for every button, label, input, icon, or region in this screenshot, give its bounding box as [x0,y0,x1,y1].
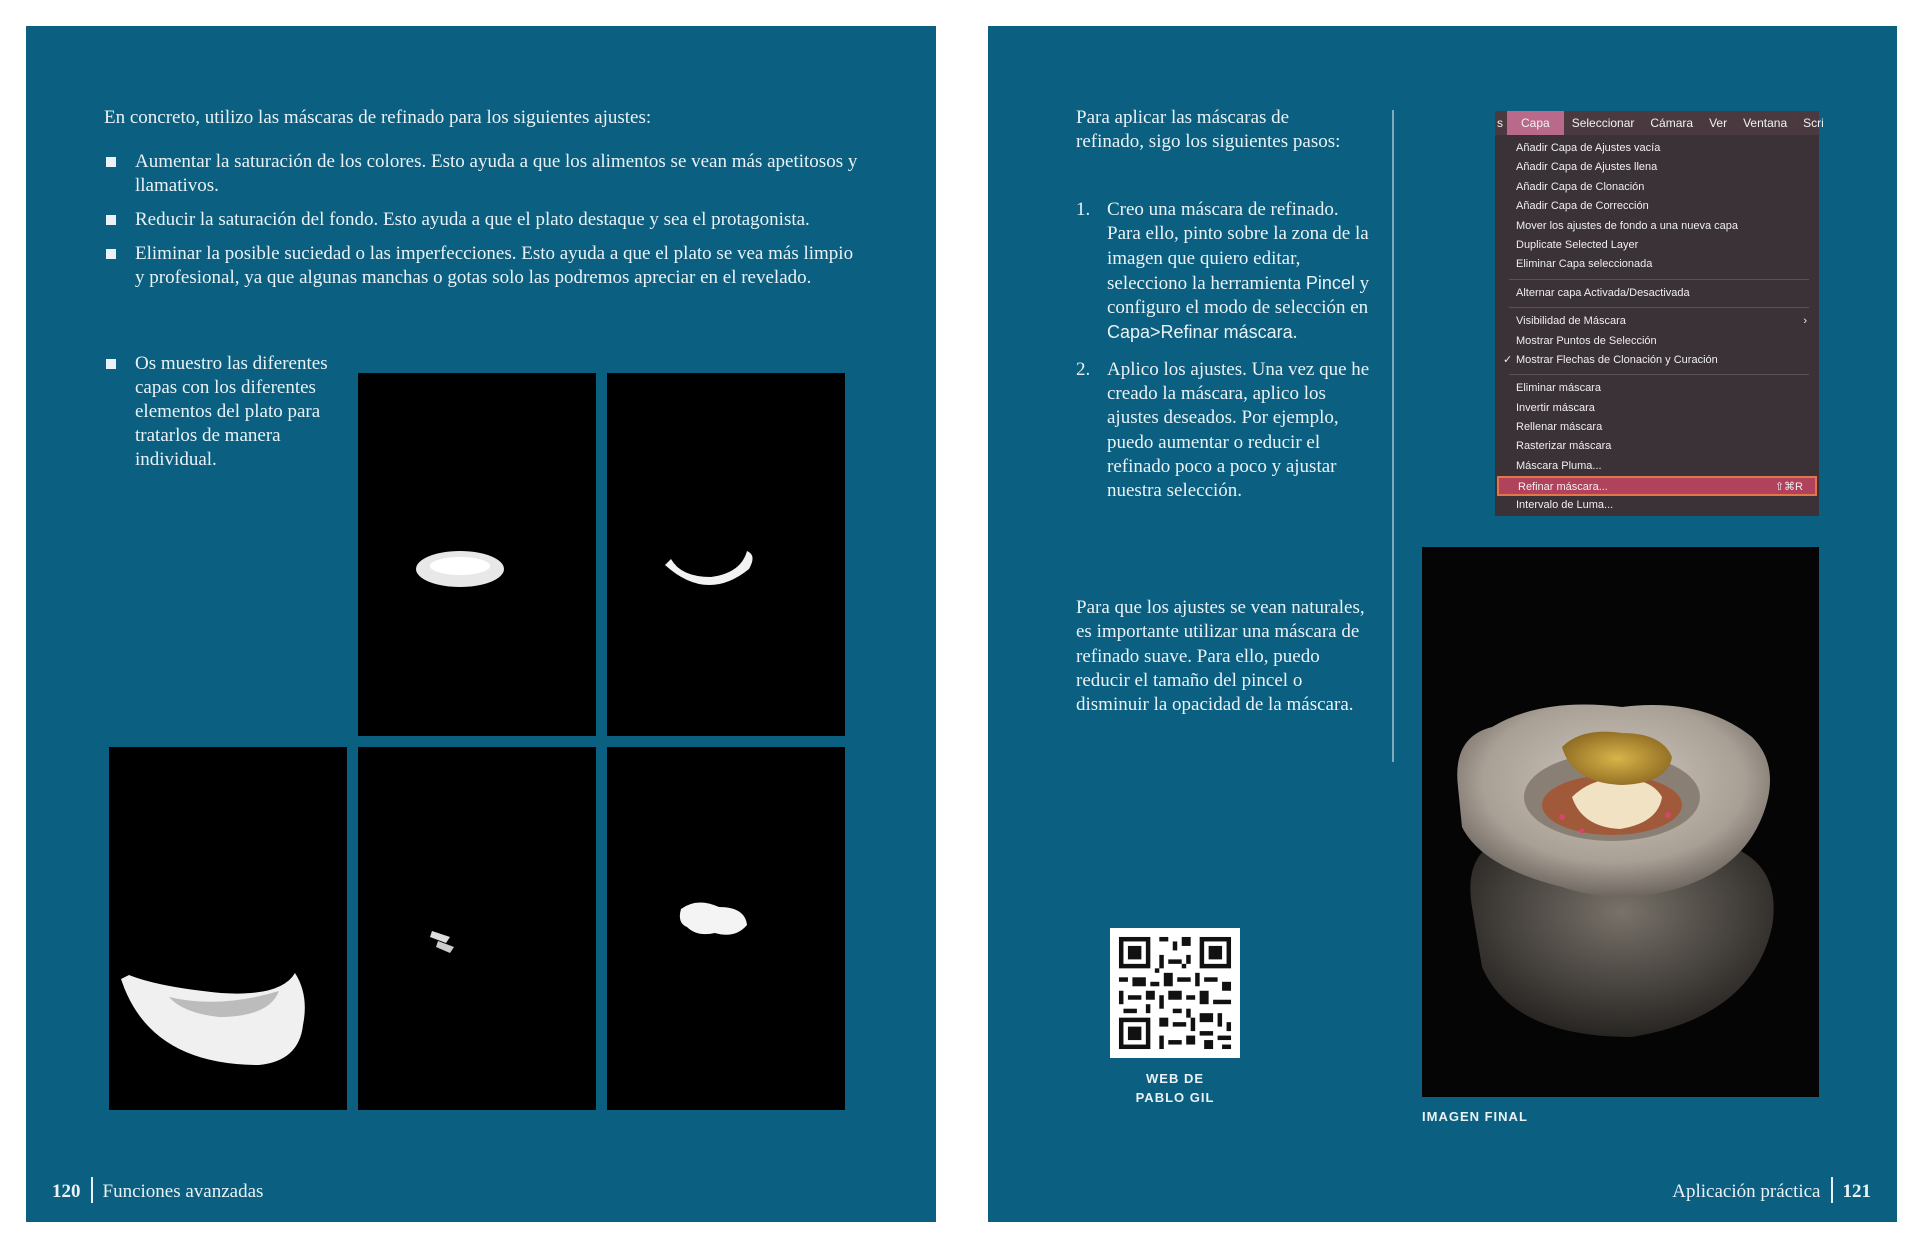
menu-item[interactable]: Rellenar máscara [1516,421,1603,434]
step-number: 2. [1076,358,1091,380]
qr-caption [1088,1069,1262,1107]
mask-bowl-base [109,747,347,1110]
menu-separator [1509,374,1809,375]
step-text: Aplico los ajustes. Una vez que he creado la máscara, aplico los ajustes deseados. Por ejemplo, puedo aumentar o reducir el refinado poco a poco y ajustar nuestra selección. [1107,358,1370,502]
step-number: 1. [1076,199,1091,220]
menu-item[interactable]: Invertir máscara [1516,401,1595,414]
mask-garnish [607,747,845,1110]
menu-item-label: Refinar máscara... [1518,481,1608,494]
menu-item-label: Visibilidad de Máscara [1516,315,1626,328]
menu-bar-item[interactable]: s [1497,116,1503,130]
square-bullet-icon [106,215,116,225]
list-item [104,242,864,290]
qr-code[interactable] [1110,928,1240,1058]
square-bullet-icon [106,249,116,259]
menu-item[interactable]: Mostrar Puntos de Selección [1516,334,1657,347]
list-item [104,352,345,472]
menu-bar [1495,111,1824,135]
menu-item[interactable]: Rasterizar máscara [1516,440,1612,453]
final-dish-photo [1422,547,1819,1097]
menu-item[interactable]: Eliminar Capa seleccionada [1516,258,1653,271]
menu-item-refine-mask[interactable] [1497,476,1817,495]
list-item [1076,358,1372,504]
square-bullet-icon [106,157,116,167]
checkmark-icon: ✓ [1503,353,1513,366]
shortcut-label: ⇧⌘R [1774,481,1803,494]
bullet-text: Os muestro las diferentes capas con los diferentes elementos del plato para tratarlos de manera individual. [135,353,328,470]
menu-item[interactable]: Mover los ajustes de fondo a una nueva capa [1516,219,1738,232]
photo-caption: IMAGEN FINAL [1422,1109,1528,1124]
right-intro: Para aplicar las máscaras de refinado, sigo los siguientes pasos: [1076,107,1341,153]
folio-divider [91,1177,93,1203]
mask-small-detail [358,747,596,1110]
column-divider [1392,110,1394,762]
menu-item-label: Mostrar Flechas de Clonación y Curación [1516,353,1718,366]
layer-menu-screenshot [1495,111,1824,516]
bullet-text: Reducir la saturación del fondo. Esto ayuda a que el plato destaque y sea el protagonista. [135,209,810,230]
mask-crescent-sauce [607,373,845,736]
left-intro: En concreto, utilizo las máscaras de refinado para los siguientes ajustes: [104,107,652,128]
page-number: 120 [52,1181,81,1202]
qr-caption-line: PABLO GIL [1135,1090,1215,1105]
menu-item[interactable]: Añadir Capa de Clonación [1516,180,1645,193]
menu-bar-item[interactable]: Ver [1709,116,1728,130]
bullet-text: Eliminar la posible suciedad o las imperfecciones. Esto ayuda a que el plato se vea más limpio y profesional, ya que algunas manchas o gotas solo las podremos apreciar en el revelado. [135,243,854,288]
list-item [104,208,864,232]
menu-item-checked[interactable] [1495,351,1819,370]
right-page [988,26,1897,1222]
left-folio [52,1177,263,1204]
menu-path: Capa>Refinar máscara [1107,322,1293,343]
list-item [1076,198,1372,346]
menu-bar-item[interactable]: Scri [1803,116,1824,130]
qr-caption-line: WEB DE [1146,1071,1204,1086]
step-text: . [1292,322,1298,344]
step-text: y configuro el modo de selección en [1107,272,1370,319]
menu-item[interactable]: Añadir Capa de Ajustes llena [1516,161,1658,174]
menu-separator [1509,307,1809,308]
menu-item[interactable]: Eliminar máscara [1516,382,1601,395]
section-title: Funciones avanzadas [102,1181,264,1202]
menu-bar-item-capa[interactable]: Capa [1507,111,1564,135]
qr-code-icon [1110,928,1240,1058]
steps-list [1076,198,1372,516]
list-item [104,150,864,198]
folio-divider [1831,1177,1833,1203]
menu-bar-item[interactable]: Seleccionar [1571,116,1635,130]
menu-item[interactable]: Añadir Capa de Corrección [1516,200,1649,213]
menu-separator [1509,279,1809,280]
menu-item[interactable]: Duplicate Selected Layer [1516,238,1639,251]
bullet-text: Aumentar la saturación de los colores. Esto ayuda a que los alimentos se vean más apetitosos y llamativos. [135,151,858,196]
menu-item[interactable]: Intervalo de Luma... [1516,498,1614,511]
menu-bar-item[interactable]: Cámara [1650,116,1694,130]
menu-item-visibility[interactable] [1495,312,1819,331]
section-title: Aplicación práctica [1672,1181,1821,1202]
step-text: Creo una máscara de refinado. Para ello, pinto sobre la zona de la imagen que quiero editar, selecciono la herramienta [1107,199,1369,294]
left-page [26,26,936,1222]
chevron-right-icon: › [1803,315,1807,328]
menu-item[interactable]: Añadir Capa de Ajustes vacía [1516,142,1661,154]
right-folio [1672,1177,1871,1204]
menu-bar-item[interactable]: Ventana [1743,116,1788,130]
closing-paragraph: Para que los ajustes se vean naturales, es importante utilizar una máscara de refinado suave. Para ello, puedo reducir el tamaño del pincel o disminuir la opacidad de la máscara. [1076,597,1365,716]
mask-bowl-rim-top [358,373,596,736]
square-bullet-icon [106,359,116,369]
menu-item[interactable]: Máscara Pluma... [1516,459,1602,472]
menu-item[interactable]: Alternar capa Activada/Desactivada [1516,286,1690,299]
page-number: 121 [1842,1181,1871,1202]
tool-name: Pincel [1305,272,1355,293]
adjustment-list [104,150,864,300]
